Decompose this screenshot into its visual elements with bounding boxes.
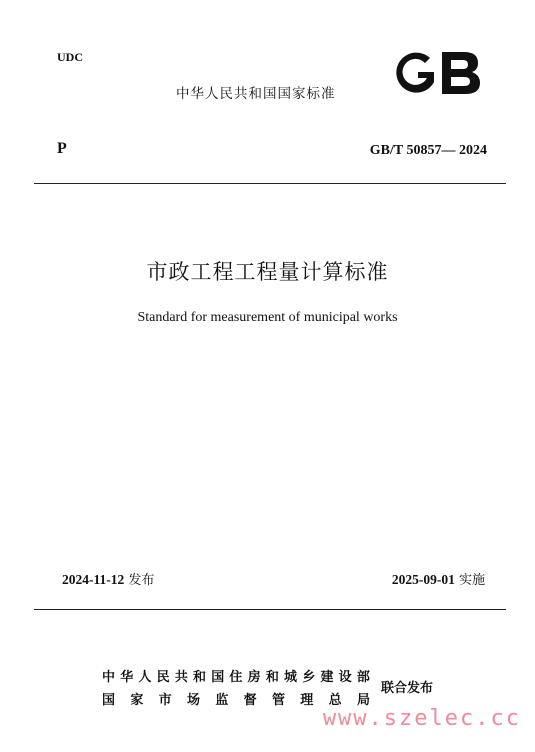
issuer-line-1 xyxy=(102,666,370,689)
issue-date-value: 2024-11-12 xyxy=(62,572,125,587)
impl-label: 实施 xyxy=(458,573,485,588)
issuer-char: 乡 xyxy=(302,670,316,685)
watermark: www.szelec.cc xyxy=(322,706,521,731)
implementation-date xyxy=(392,569,485,588)
category-code: P xyxy=(57,140,67,157)
issuer-char: 国 xyxy=(211,670,225,685)
issuer-char: 局 xyxy=(356,693,370,708)
top-divider xyxy=(34,183,506,184)
issue-date xyxy=(62,569,154,588)
issuer-char: 共 xyxy=(174,670,188,685)
issuer-char: 房 xyxy=(247,670,261,685)
issuer-char: 国 xyxy=(102,693,116,708)
issuer-char: 华 xyxy=(120,670,134,685)
issuer-char: 家 xyxy=(130,693,144,708)
issuer-char: 督 xyxy=(243,693,257,708)
title-english: Standard for measurement of municipal works xyxy=(137,310,398,325)
issuer-char: 和 xyxy=(193,670,207,685)
issuer-char: 市 xyxy=(158,693,172,708)
issuer-char: 和 xyxy=(265,670,279,685)
issuer-char: 管 xyxy=(271,693,285,708)
gb-logo-icon xyxy=(392,48,486,98)
bottom-divider xyxy=(34,609,506,610)
udc-label: UDC xyxy=(57,50,83,64)
issuer-char: 部 xyxy=(356,670,370,685)
issuer-char: 理 xyxy=(300,693,314,708)
issuer-char: 中 xyxy=(102,670,116,685)
issuer-char: 城 xyxy=(284,670,298,685)
title-chinese: 市政工程工程量计算标准 xyxy=(146,260,389,284)
issuer-char: 民 xyxy=(156,670,170,685)
issuer-char: 建 xyxy=(320,670,334,685)
issuer-char: 监 xyxy=(215,693,229,708)
national-standard-label: 中华人民共和国国家标准 xyxy=(176,86,336,102)
issuer-char: 住 xyxy=(229,670,243,685)
issuer-char: 人 xyxy=(138,670,152,685)
issue-label: 发布 xyxy=(128,573,155,588)
issuer-char: 总 xyxy=(328,693,342,708)
issuer-char: 场 xyxy=(186,693,200,708)
impl-date-value: 2025-09-01 xyxy=(391,572,455,587)
joint-issue-label: 联合发布 xyxy=(381,681,434,696)
standard-code: GB/T 50857— 2024 xyxy=(369,143,487,158)
issuer-char: 设 xyxy=(338,670,352,685)
